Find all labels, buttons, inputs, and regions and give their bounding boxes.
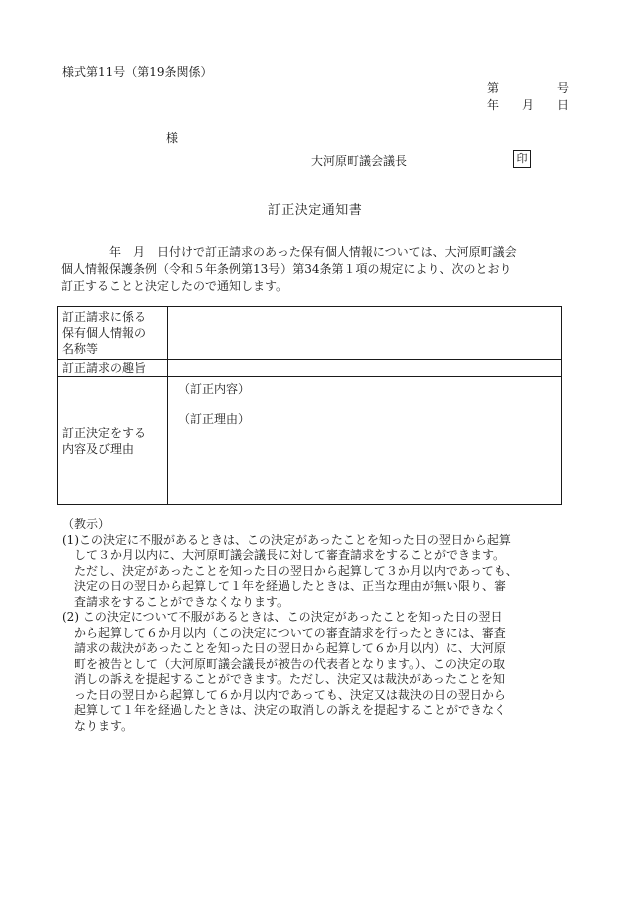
form-number-label: 様式第11号（第19条関係） bbox=[62, 65, 213, 79]
correction-content-heading: （訂正内容） bbox=[178, 382, 251, 396]
label-cell: 訂正請求の趣旨 bbox=[58, 360, 168, 377]
note-line: 査請求をすることができなくなります。 bbox=[62, 594, 290, 609]
seal-mark: 印 bbox=[513, 150, 531, 168]
intro-line: 訂正することと決定したので通知します。 bbox=[61, 279, 289, 293]
table-row bbox=[58, 307, 562, 360]
date-day: 日 bbox=[557, 98, 570, 112]
sender-name: 大河原町議会議長 bbox=[311, 154, 408, 168]
note-line: して３か月以内に、大河原町議会議長に対して審査請求をすることができます。 bbox=[62, 548, 506, 562]
note-line: (1)この決定に不服があるときは、この決定があったことを知った日の翌日から起算 bbox=[62, 532, 511, 547]
decision-table bbox=[57, 306, 562, 505]
label-line: 名称等 bbox=[62, 342, 99, 356]
date-year: 年 bbox=[487, 98, 500, 112]
request-purpose-value-cell bbox=[168, 360, 562, 377]
label-line: 保有個人情報の bbox=[62, 326, 147, 340]
table-row bbox=[58, 377, 562, 505]
number-suffix: 号 bbox=[557, 81, 570, 95]
intro-line: 個人情報保護条例（令和５年条例第13号）第34条第１項の規定により、次のとおり bbox=[61, 262, 512, 276]
notes-heading: （教示） bbox=[62, 517, 111, 531]
note-line: から起算して６か月以内（この決定についての審査請求を行ったときには、審査 bbox=[62, 625, 506, 640]
note-line: 請求の裁決があったことを知った日の翌日から起算して６か月以内）に、大河原 bbox=[62, 641, 506, 655]
document-title: 訂正決定通知書 bbox=[267, 203, 363, 218]
label-cell bbox=[58, 377, 168, 505]
number-prefix: 第 bbox=[487, 81, 500, 95]
table-row bbox=[58, 360, 562, 377]
label-line: 訂正決定をする bbox=[62, 425, 147, 440]
correction-reason-heading: （訂正理由） bbox=[178, 412, 251, 426]
note-line: ただし、決定があったことを知った日の翌日から起算して３か月以内であっても、 bbox=[62, 563, 518, 578]
note-line: 決定の日の翌日から起算して１年を経過したときは、正当な理由が無い限り、審 bbox=[62, 579, 507, 593]
note-line: 消しの訴えを提起することができます。ただし、決定又は裁決があったことを知 bbox=[62, 672, 505, 686]
note-line: なります。 bbox=[62, 718, 134, 733]
note-line: 町を被告として（大河原町議会議長が被告の代表者となります。）、この決定の取 bbox=[62, 656, 506, 671]
note-line: (2) この決定について不服があるときは、この決定があったことを知った日の翌日 bbox=[62, 610, 503, 624]
label-line: 内容及び理由 bbox=[62, 441, 135, 456]
addressee-honorific: 様 bbox=[166, 131, 179, 145]
note-line: 起算して１年を経過したときは、決定の取消しの訴えを提起することができなく bbox=[62, 703, 507, 717]
intro-paragraph bbox=[61, 244, 517, 295]
label-cell bbox=[58, 307, 168, 360]
date-month: 月 bbox=[522, 98, 535, 112]
note-line: った日の翌日から起算して６か月以内であっても、決定又は裁決の日の翌日から bbox=[62, 687, 506, 702]
decision-content-cell bbox=[168, 377, 562, 505]
instruction-notes bbox=[62, 517, 518, 734]
label-line: 訂正請求に係る bbox=[62, 310, 147, 324]
intro-line: 年 月 日付けで訂正請求のあった保有個人情報については、大河原町議会 bbox=[61, 245, 517, 259]
info-name-value-cell bbox=[168, 307, 562, 360]
